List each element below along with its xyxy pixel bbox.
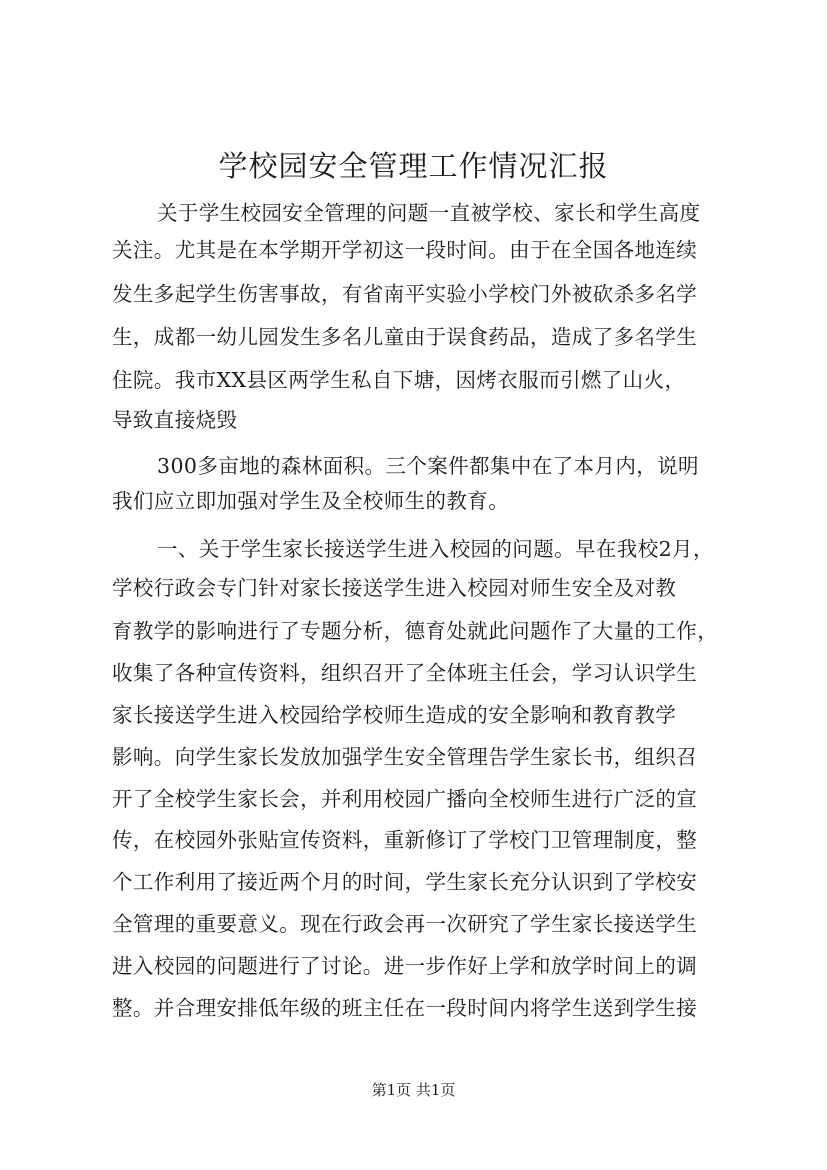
body-line: 开了全校学生家长会，并利用校园广播向全校师生进行广泛的宣 — [112, 787, 698, 811]
body-line: 关注。尤其是在本学期开学初这一段时间。由于在全国各地连续 — [112, 238, 698, 262]
body-line: 关于学生校园安全管理的问题一直被学校、家长和学生高度 — [157, 201, 701, 225]
body-line: 300多亩地的森林面积。三个案件都集中在了本月内，说明 — [157, 454, 699, 478]
body-line: 一、关于学生家长接送学生进入校园的问题。早在我校2月， — [157, 537, 714, 561]
body-line: 个工作利用了接近两个月的时间，学生家长充分认识到了学校安 — [112, 870, 698, 894]
body-line: 全管理的重要意义。现在行政会再一次研究了学生家长接送学生 — [112, 912, 698, 936]
body-line: 导致直接烧毁 — [112, 408, 238, 432]
document-title: 学校园安全管理工作情况汇报 — [218, 149, 609, 183]
body-line: 收集了各种宣传资料，组织召开了全体班主任会，学习认识学生 — [112, 661, 698, 685]
body-line: 育教学的影响进行了专题分析，德育处就此问题作了大量的工作， — [112, 619, 719, 643]
body-line: 进入校园的问题进行了讨论。进一步作好上学和放学时间上的调 — [112, 954, 698, 978]
body-line: 影响。向学生家长发放加强学生安全管理告学生家长书，组织召 — [112, 745, 698, 769]
page-footer: 第1页 共1页 — [371, 1081, 456, 1099]
body-line: 学校行政会专门针对家长接送学生进入校园对师生安全及对教 — [112, 576, 677, 600]
body-line: 发生多起学生伤害事故，有省南平实验小学校门外被砍杀多名学 — [112, 282, 698, 306]
body-line: 住院。我市XX县区两学生私自下塘，因烤衣服而引燃了山火， — [112, 368, 686, 392]
body-line: 家长接送学生进入校园给学校师生造成的安全影响和教育教学 — [112, 703, 677, 727]
body-line: 整。并合理安排低年级的班主任在一段时间内将学生送到学生接 — [112, 996, 698, 1020]
body-line: 传，在校园外张贴宣传资料，重新修订了学校门卫管理制度，整 — [112, 828, 698, 852]
body-line: 我们应立即加强对学生及全校师生的教育。 — [112, 489, 510, 513]
body-line: 生，成都一幼儿园发生多名儿童由于误食药品，造成了多名学生 — [112, 325, 698, 349]
